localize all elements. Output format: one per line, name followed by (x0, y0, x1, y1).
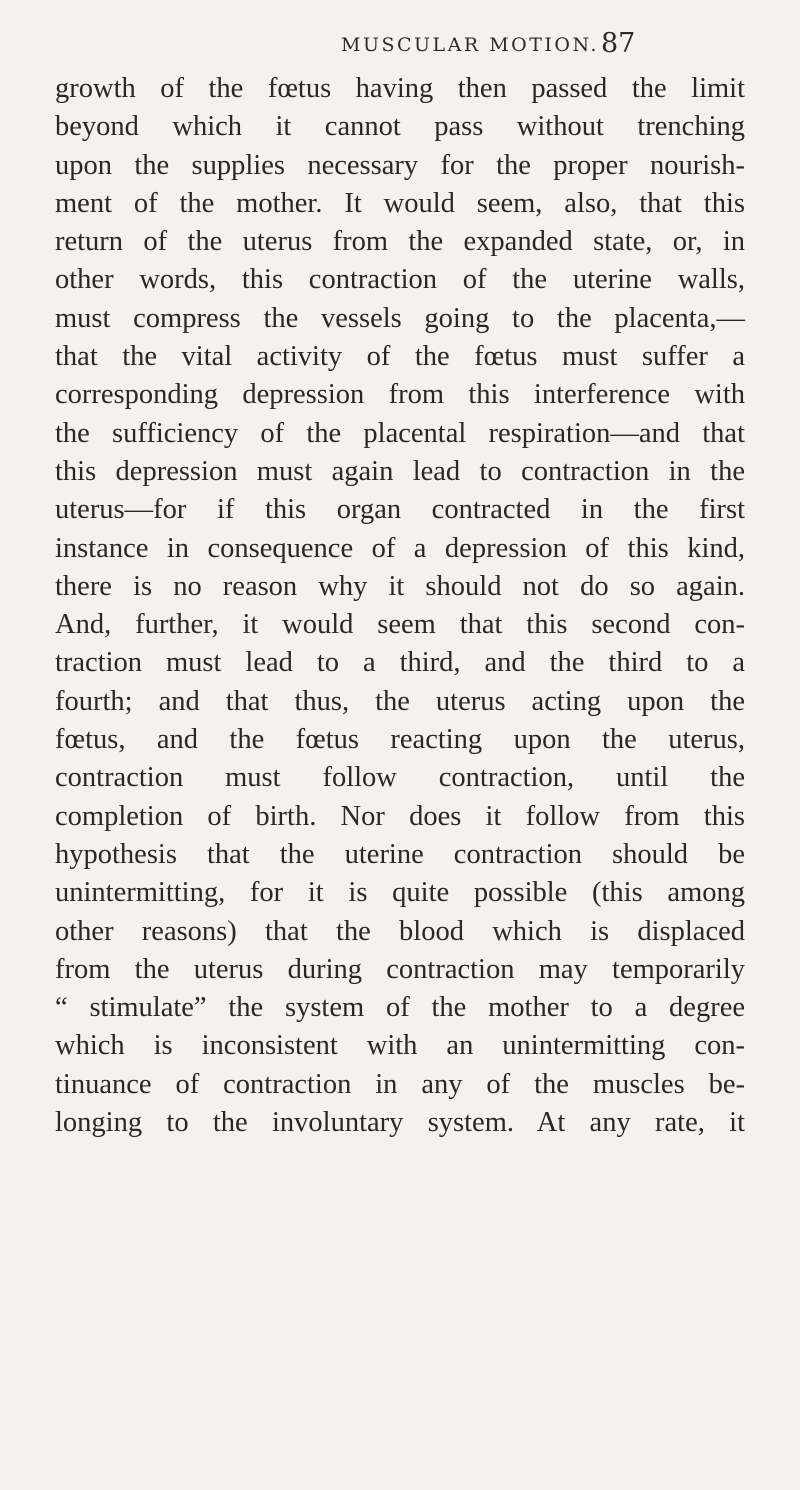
text-line: tinuance of contraction in any of the muscles be- (55, 1068, 745, 1100)
text-line: must compress the vessels going to the placenta,— (55, 302, 745, 334)
text-line: traction must lead to a third, and the third to a (55, 647, 745, 679)
text-line: contraction must follow contraction, until the (55, 762, 745, 794)
text-line: hypothesis that the uterine contraction should be (55, 838, 745, 870)
text-line: unintermitting, for it is quite possible (this among (55, 877, 745, 909)
text-line: And, further, it would seem that this second con- (55, 609, 745, 641)
text-line: from the uterus during contraction may temporarily (55, 953, 745, 985)
text-line: beyond which it cannot pass without trenching (55, 111, 745, 143)
text-line: completion of birth. Nor does it follow from this (55, 800, 745, 832)
text-line: which is inconsistent with an unintermitting con- (55, 1030, 745, 1062)
text-line: ment of the mother. It would seem, also, that this (55, 187, 745, 219)
text-line: return of the uterus from the expanded state, or, in (55, 226, 745, 258)
text-line: upon the supplies necessary for the proper nourish- (55, 149, 745, 181)
text-line: other reasons) that the blood which is displaced (55, 915, 745, 947)
text-line: other words, this contraction of the uterine walls, (55, 264, 745, 296)
text-line: growth of the fœtus having then passed the limit (55, 73, 745, 104)
running-head (0, 28, 800, 68)
text-line: that the vital activity of the fœtus must suffer a (55, 341, 745, 373)
text-line: “ stimulate” the system of the mother to a degree (55, 992, 745, 1024)
text-line: fœtus, and the fœtus reacting upon the uterus, (55, 724, 745, 756)
text-line: uterus—for if this organ contracted in the first (55, 494, 745, 526)
body-text (55, 70, 745, 1142)
text-line: corresponding depression from this interference with (55, 379, 745, 411)
text-line: longing to the involuntary system. At any rate, it (55, 1107, 745, 1139)
page-number: 87 (601, 28, 636, 59)
text-line: this depression must again lead to contraction in the (55, 455, 745, 487)
text-line: the sufficiency of the placental respiration—and that (55, 417, 745, 449)
text-line: fourth; and that thus, the uterus acting upon the (55, 685, 745, 717)
text-line: instance in consequence of a depression of this kind, (55, 532, 745, 564)
running-title: MUSCULAR MOTION. (341, 34, 599, 56)
text-line: there is no reason why it should not do so again. (55, 570, 745, 602)
